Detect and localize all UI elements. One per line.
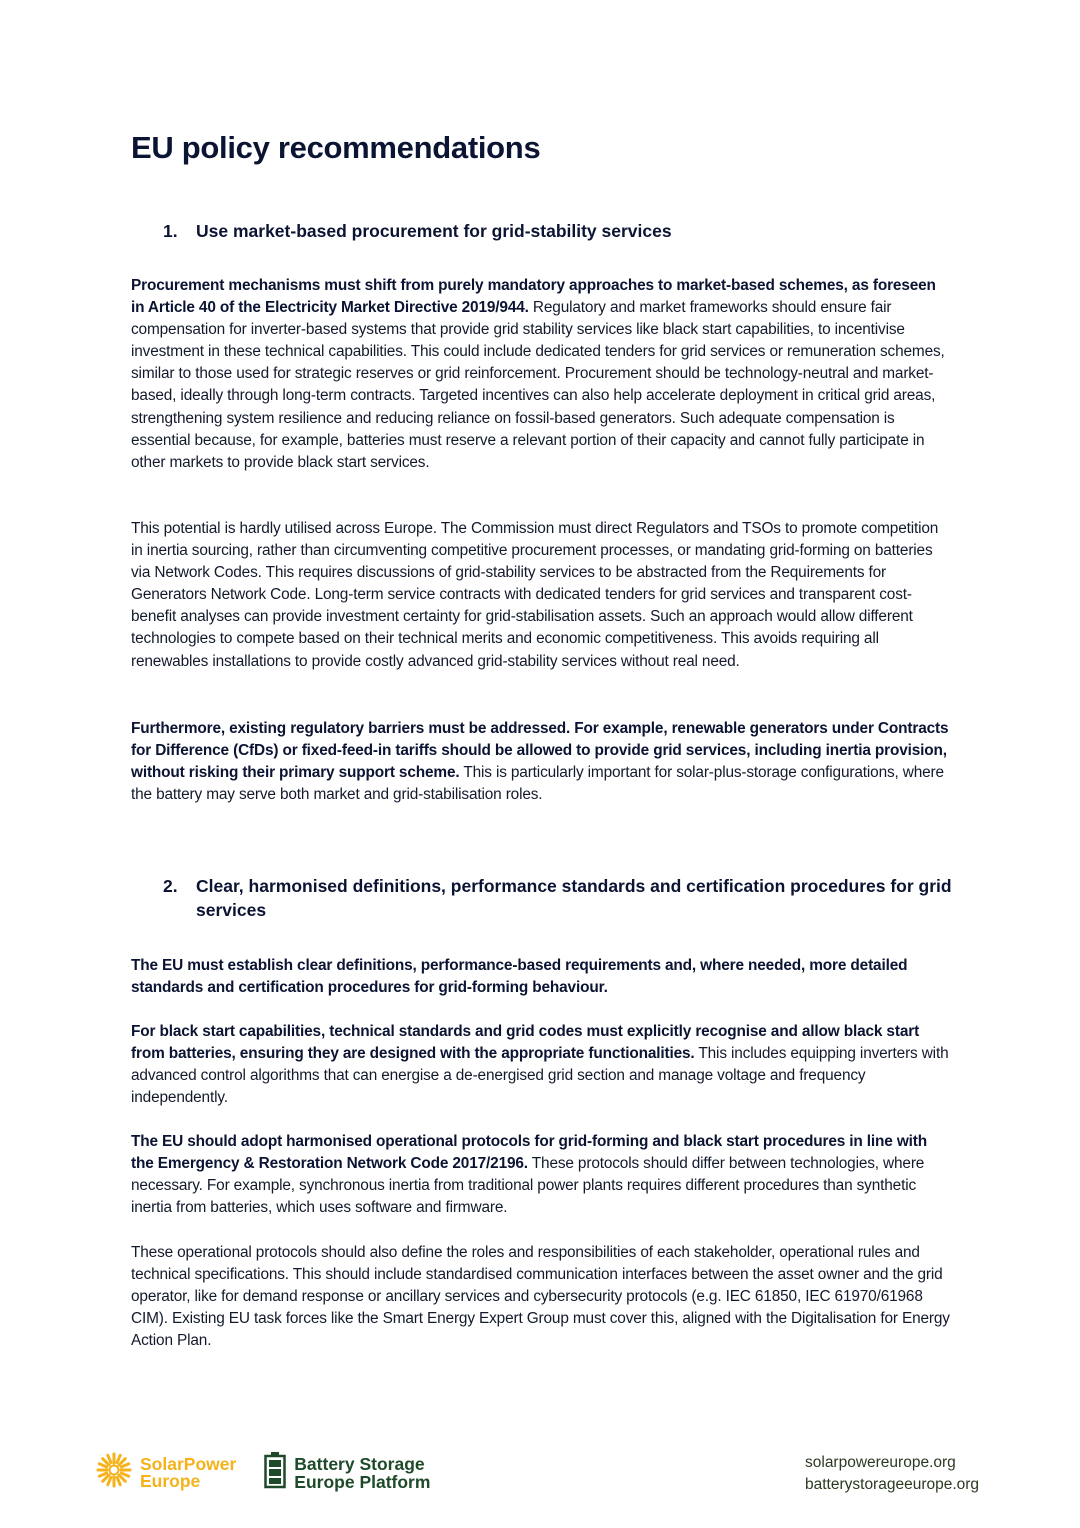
batterystorageeurope-link[interactable]: batterystorageeurope.org xyxy=(805,1476,980,1493)
footer-links xyxy=(805,1452,979,1496)
paragraph xyxy=(131,955,951,999)
paragraph-text: These operational protocols should also define the roles and responsibilities of each stakeholder, operational rules and technical specifications. This should include standardised communication interfaces between the asset owner and the grid operator, like for demand response or ancillary services and cybersecurity protocols (e.g. IEC 61850, IEC 61970/61968 CIM). Existing EU task forces like the Smart Energy Expert Group must cover this, aligned with the Digitalisation for Energy Action Plan. xyxy=(131,1244,950,1350)
logo-line: Battery Storage xyxy=(294,1453,425,1474)
page-title: EU policy recommendations xyxy=(131,130,541,165)
paragraph xyxy=(131,718,951,806)
battery-icon xyxy=(264,1451,286,1494)
paragraph xyxy=(131,1021,951,1109)
battery-storage-europe-wordmark xyxy=(294,1455,430,1491)
section-number: 1. xyxy=(163,221,178,241)
paragraph xyxy=(131,1131,951,1219)
paragraph-text: Regulatory and market frameworks should ensure fair compensation for inverter-based systems that provide grid stability services like black start capabilities, to incentivise investment in these technical capabilities. This could include dedicated tenders for grid services or remuneration schemes, similar to those used for strategic reserves or grid reinforcement. Procurement should be technology-neutral and market-based, ideally through long-term contracts. Targeted incentives can also help accelerate deployment in critical grid areas, strengthening system resilience and reducing reliance on fossil-based generators. Such adequate compensation is essential because, for example, batteries must reserve a relevant portion of their capacity and cannot fully participate in other markets to provide black start services. xyxy=(131,299,945,471)
footer-logos xyxy=(96,1451,430,1494)
paragraph-text: This includes equipping inverters with advanced control algorithms that can energise a de-energised grid section and manage voltage and frequency independently. xyxy=(131,1045,949,1107)
paragraph-bold-lead: The EU should adopt harmonised operational protocols for grid-forming and black start procedures in line with the Emergency & Restoration Network Code 2017/2196. xyxy=(131,1133,928,1173)
section-2-heading xyxy=(163,874,953,922)
paragraph-text: This potential is hardly utilised across Europe. The Commission must direct Regulators and TSOs to promote competition in inertia sourcing, rather than circumventing competitive procurement processes, or mandating grid-forming on batteries via Network Codes. This requires discussions of grid-stability services to be abstracted from the Requirements for Generators Network Code. Long-term service contracts with dedicated tenders for grid services and transparent cost-benefit analyses can provide investment certainty for grid-stabilisation assets. Such an approach would allow different technologies to compete based on their technical merits and economic competitiveness. This avoids requiring all renewables installations to provide costly advanced grid-stability services without real need. xyxy=(131,520,939,670)
solarpower-europe-wordmark xyxy=(140,1453,237,1491)
paragraph-text: These protocols should differ between technologies, where necessary. For example, synchronous inertia from traditional power plants requires different procedures than synthetic inertia from batteries, which uses software and firmware. xyxy=(131,1155,925,1217)
logo-line: Europe Platform xyxy=(294,1471,431,1492)
section-1-heading xyxy=(163,219,953,243)
section-heading-text: Use market-based procurement for grid-stability services xyxy=(196,221,672,241)
paragraph-bold-lead: The EU must establish clear definitions, performance-based requirements and, where needed, more detailed standards and certification procedures for grid-forming behaviour. xyxy=(131,957,908,997)
paragraph-bold-lead: Furthermore, existing regulatory barriers must be addressed. For example, renewable generators under Contracts for Difference (CfDs) or fixed-feed-in tariffs should be allowed to provide grid services, including inertia provision, without risking their primary support scheme. xyxy=(131,720,949,782)
paragraph xyxy=(131,1242,951,1352)
logo-line: Europe xyxy=(140,1470,201,1491)
paragraph-bold-lead: For black start capabilities, technical standards and grid codes must explicitly recognise and allow black start from batteries, ensuring they are designed with the appropriate functionalities. xyxy=(131,1023,920,1063)
battery-storage-europe-logo xyxy=(264,1451,430,1494)
paragraph-bold-lead: Procurement mechanisms must shift from purely mandatory approaches to market-based schemes, as foreseen in Article 40 of the Electricity Market Directive 2019/944. xyxy=(131,277,936,317)
section-number: 2. xyxy=(163,876,178,896)
paragraph xyxy=(131,275,951,474)
paragraph-text: This is particularly important for solar-plus-storage configurations, where the battery may serve both market and grid-stabilisation roles. xyxy=(131,764,944,804)
sun-icon xyxy=(96,1452,132,1493)
logo-line: SolarPower xyxy=(140,1453,237,1474)
paragraph xyxy=(131,518,951,673)
solarpower-europe-logo xyxy=(96,1452,236,1493)
solarpowereurope-link[interactable]: solarpowereurope.org xyxy=(805,1454,956,1471)
section-heading-text: Clear, harmonised definitions, performance standards and certification procedures for grid services xyxy=(196,876,952,920)
